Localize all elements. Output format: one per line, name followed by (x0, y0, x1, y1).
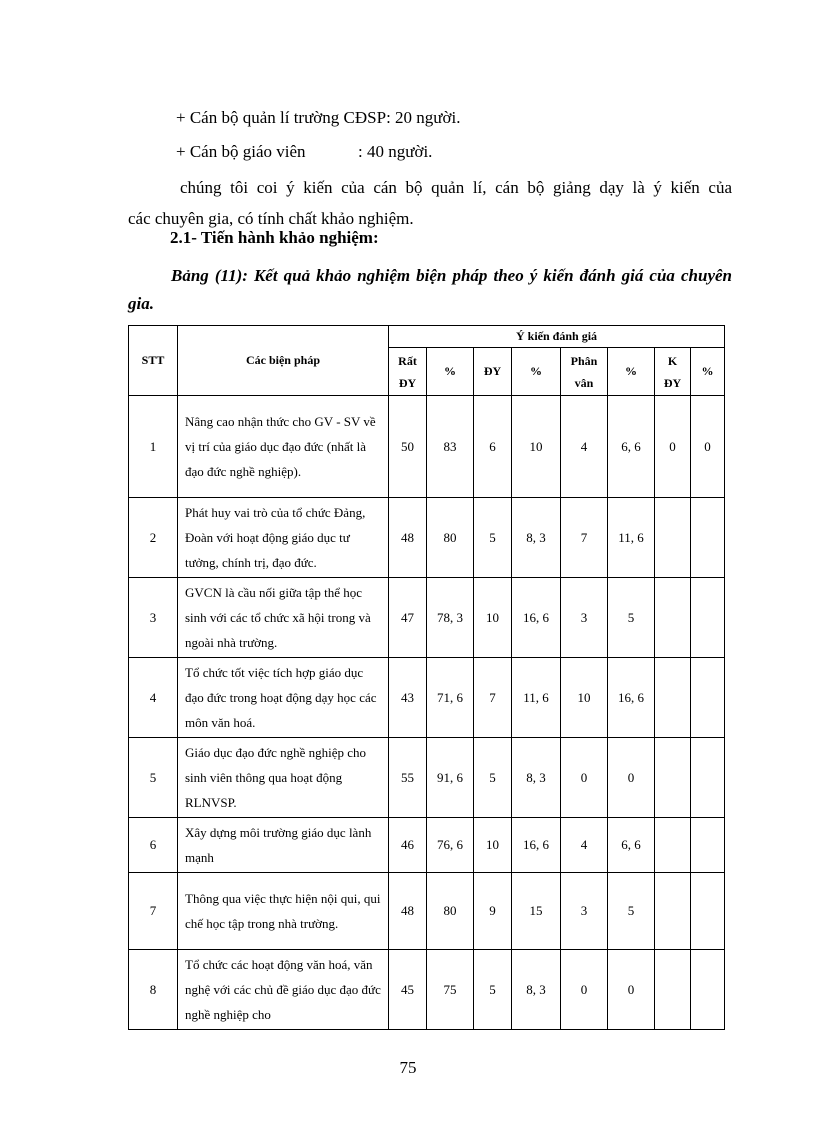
cell-rat-dy: 47 (389, 578, 427, 658)
section-heading: 2.1- Tiến hành khảo nghiệm: (170, 228, 379, 247)
cell-dy: 10 (474, 818, 512, 873)
cell-measure: GVCN là cầu nối giữa tập thể học sinh với các tổ chức xã hội trong và ngoài nhà trường. (178, 578, 389, 658)
table-row (129, 873, 725, 950)
cell-pct1: 91, 6 (427, 738, 474, 818)
cell-pct4 (691, 658, 725, 738)
cell-stt: 4 (129, 658, 178, 738)
cell-measure: Tổ chức các hoạt động văn hoá, văn nghệ với các chủ đề giáo dục đạo đức nghề nghiệp cho (178, 950, 389, 1030)
cell-phan-van: 3 (561, 873, 608, 950)
teachers-value: : 40 người. (358, 142, 433, 161)
cell-measure: Xây dựng môi trường giáo dục lành mạnh (178, 818, 389, 873)
cell-measure: Phát huy vai trò của tổ chức Đảng, Đoàn với hoạt động giáo dục tư tưởng, chính trị, đạo đức. (178, 498, 389, 578)
cell-rat-dy: 48 (389, 498, 427, 578)
table-row (129, 950, 725, 1030)
header-pct-undecided: % (608, 348, 655, 396)
table-row (129, 658, 725, 738)
header-very-agree: Rất ĐY (389, 348, 427, 396)
cell-dy: 5 (474, 950, 512, 1030)
table-row (129, 738, 725, 818)
table-row (129, 578, 725, 658)
cell-rat-dy: 55 (389, 738, 427, 818)
cell-phan-van: 4 (561, 396, 608, 498)
cell-pct2: 11, 6 (512, 658, 561, 738)
cell-pct2: 10 (512, 396, 561, 498)
cell-dy: 7 (474, 658, 512, 738)
cell-k-dy (655, 498, 691, 578)
intro-paragraph (128, 172, 732, 234)
table-row (129, 818, 725, 873)
cell-measure: Nâng cao nhận thức cho GV - SV về vị trí của giáo dục đạo đức (nhất là đạo đức nghề nghiệp). (178, 396, 389, 498)
table-row (129, 498, 725, 578)
cell-pct3: 11, 6 (608, 498, 655, 578)
cell-phan-van: 0 (561, 738, 608, 818)
cell-rat-dy: 46 (389, 818, 427, 873)
cell-pct3: 6, 6 (608, 818, 655, 873)
cell-pct1: 80 (427, 498, 474, 578)
header-stt: STT (129, 326, 178, 396)
cell-stt: 2 (129, 498, 178, 578)
survey-results-table (128, 325, 725, 1030)
cell-pct2: 16, 6 (512, 578, 561, 658)
cell-pct4 (691, 578, 725, 658)
cell-stt: 7 (129, 873, 178, 950)
cell-stt: 6 (129, 818, 178, 873)
cell-phan-van: 4 (561, 818, 608, 873)
cell-pct3: 6, 6 (608, 396, 655, 498)
cell-phan-van: 0 (561, 950, 608, 1030)
teachers-label: + Cán bộ giáo viên (176, 142, 306, 161)
staff-count-managers: + Cán bộ quản lí trường CĐSP: 20 người. (176, 108, 461, 127)
table-caption: Bảng (11): Kết quả khảo nghiệm biện pháp theo ý kiến đánh giá của chuyên gia. (128, 266, 732, 313)
header-opinion-group: Ý kiến đánh giá (389, 326, 725, 348)
cell-pct1: 75 (427, 950, 474, 1030)
header-agree: ĐY (474, 348, 512, 396)
cell-pct1: 78, 3 (427, 578, 474, 658)
cell-pct2: 15 (512, 873, 561, 950)
cell-stt: 8 (129, 950, 178, 1030)
cell-rat-dy: 50 (389, 396, 427, 498)
table-row (129, 396, 725, 498)
cell-pct1: 83 (427, 396, 474, 498)
cell-pct2: 16, 6 (512, 818, 561, 873)
cell-k-dy (655, 658, 691, 738)
header-disagree: K ĐY (655, 348, 691, 396)
cell-pct2: 8, 3 (512, 950, 561, 1030)
cell-stt: 3 (129, 578, 178, 658)
cell-dy: 5 (474, 498, 512, 578)
staff-count-teachers (176, 142, 432, 162)
cell-measure: Thông qua việc thực hiện nội qui, qui chế học tập trong nhà trường. (178, 873, 389, 950)
header-undecided: Phân vân (561, 348, 608, 396)
cell-pct1: 71, 6 (427, 658, 474, 738)
cell-pct4 (691, 873, 725, 950)
header-pct-disagree: % (691, 348, 725, 396)
cell-k-dy (655, 818, 691, 873)
intro-paragraph-first-line: chúng tôi coi ý kiến của cán bộ quản lí, cán bộ giảng dạy là ý kiến của (180, 178, 732, 197)
header-pct-agree: % (512, 348, 561, 396)
cell-k-dy (655, 578, 691, 658)
cell-stt: 5 (129, 738, 178, 818)
cell-k-dy (655, 950, 691, 1030)
cell-measure: Tổ chức tốt việc tích hợp giáo dục đạo đức trong hoạt động dạy học các môn văn hoá. (178, 658, 389, 738)
cell-pct4: 0 (691, 396, 725, 498)
table-header-row-1 (129, 326, 725, 348)
header-measures: Các biện pháp (178, 326, 389, 396)
cell-phan-van: 10 (561, 658, 608, 738)
page-number: 75 (399, 1058, 417, 1077)
cell-rat-dy: 48 (389, 873, 427, 950)
cell-pct3: 0 (608, 950, 655, 1030)
cell-pct4 (691, 498, 725, 578)
cell-k-dy (655, 873, 691, 950)
cell-pct4 (691, 738, 725, 818)
cell-rat-dy: 45 (389, 950, 427, 1030)
cell-measure: Giáo dục đạo đức nghề nghiệp cho sinh viên thông qua hoạt động RLNVSP. (178, 738, 389, 818)
intro-paragraph-last-line: các chuyên gia, có tính chất khảo nghiệm. (128, 209, 414, 228)
cell-k-dy: 0 (655, 396, 691, 498)
cell-rat-dy: 43 (389, 658, 427, 738)
cell-dy: 5 (474, 738, 512, 818)
cell-pct1: 76, 6 (427, 818, 474, 873)
cell-pct2: 8, 3 (512, 738, 561, 818)
cell-dy: 9 (474, 873, 512, 950)
cell-dy: 10 (474, 578, 512, 658)
cell-pct2: 8, 3 (512, 498, 561, 578)
cell-stt: 1 (129, 396, 178, 498)
cell-k-dy (655, 738, 691, 818)
cell-pct4 (691, 950, 725, 1030)
cell-pct3: 5 (608, 578, 655, 658)
cell-pct3: 5 (608, 873, 655, 950)
cell-pct1: 80 (427, 873, 474, 950)
cell-dy: 6 (474, 396, 512, 498)
header-pct-very-agree: % (427, 348, 474, 396)
cell-phan-van: 3 (561, 578, 608, 658)
cell-pct3: 16, 6 (608, 658, 655, 738)
cell-pct4 (691, 818, 725, 873)
cell-pct3: 0 (608, 738, 655, 818)
cell-phan-van: 7 (561, 498, 608, 578)
